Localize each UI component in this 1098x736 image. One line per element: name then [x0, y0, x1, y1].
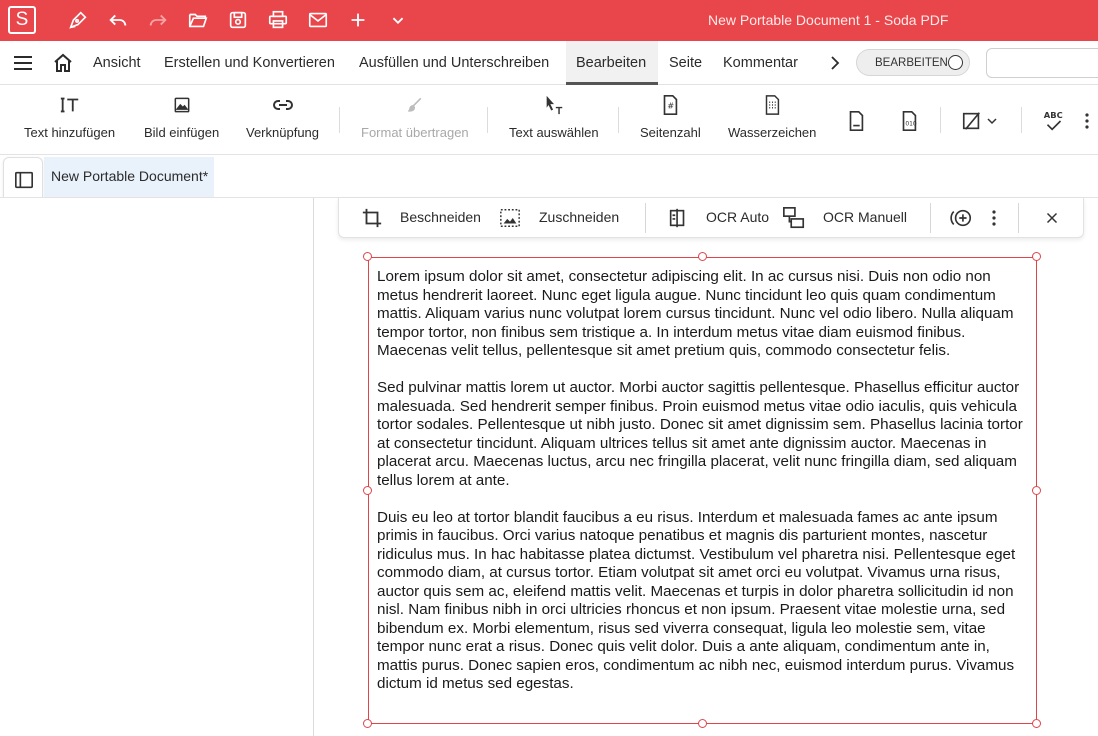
window-title: New Portable Document 1 - Soda PDF [708, 12, 949, 28]
left-panel [0, 198, 314, 736]
redact-icon[interactable] [958, 107, 986, 135]
toolbar-more-icon[interactable] [989, 208, 999, 228]
paragraph-3: Duis eu leo at tortor blandit faucibus a eu risus. Interdum et malesuada fames ac ante ipsum primis in faucibus. Orci varius natoque penatibus et magnis dis parturient montes, nascetur ridiculus mus. In hac habitasse platea dictumst. Vestibulum vel pharetra nisi. Pellentesque eget commodo diam, at cursus tortor. Etiam volutpat sit amet orci eu volutpat. Vivamus urna risus, auctor quis sem ac, eleifend mattis velit. Maecenas et turpis in dolor pharetra sollicitudin id non nisl. Nam finibus nibh in orci ultricies rhoncus et non ipsum. Praesent vitae molestie urna, sed bibendum ex. Morbi elementum, risus sed viverra consequat, ligula leo molestie sem, vitae tempor nunc erat a risus. Donec quis velit dolor. Duis a ante aliquam, condimentum ante in, mattis purus. Donec sapien eros, condimentum ac nibh nec, euismod interdum purus. Vivamus dictum id metus sed egestas. [377, 508, 1016, 692]
ocr-manual-icon[interactable] [781, 206, 807, 230]
select-text-label: Text auswählen [509, 125, 599, 140]
toolbar-separator [645, 203, 646, 233]
insert-image-label: Bild einfügen [144, 125, 220, 140]
panel-toggle-icon[interactable] [13, 169, 35, 191]
format-painter-button[interactable] [361, 93, 469, 140]
brush-icon [403, 93, 427, 117]
toolbar-separator [930, 203, 931, 233]
mail-icon[interactable] [306, 8, 330, 32]
paragraph-2: Sed pulvinar mattis lorem ut auctor. Morbi auctor sagittis pellentesque. Phasellus efficitur auctor malesuada. Sed hendrerit semper finibus. Proin euismod metus vitae odio iaculis, quis vehicula tortor sodales. Pellentesque ut nibh justo. Donec sit amet dignissim sem. Phasellus lacinia tortor at consectetur tincidunt. Aliquam ultrices tellus sit amet ante dignissim auctor. Maecenas in placerat arcu. Maecenas luctus, arcu nec fringilla placerat, velit nunc fringilla diam, sed aliquam tellus lorem at ante. [377, 379, 1023, 489]
bates-numbering-icon[interactable] [895, 107, 923, 135]
ocr-auto-button[interactable]: OCR Auto [706, 209, 770, 225]
home-icon[interactable] [52, 52, 74, 74]
document-tab-label: New Portable Document* [51, 168, 209, 184]
resize-handle-right[interactable] [1032, 486, 1041, 495]
chevron-right-icon[interactable] [826, 54, 844, 72]
link-icon [271, 93, 295, 117]
insert-image-button[interactable] [144, 93, 219, 140]
watermark-label: Wasserzeichen [728, 125, 817, 140]
menu-erstellen-konvertieren[interactable]: Erstellen und Konvertieren [164, 55, 335, 71]
resize-handle-left[interactable] [363, 486, 372, 495]
ribbon-separator [339, 107, 340, 133]
add-text-icon [58, 93, 82, 117]
redact-dropdown-icon[interactable] [986, 114, 998, 126]
plus-icon[interactable] [346, 8, 370, 32]
toolbar-separator [1018, 203, 1019, 233]
redo-icon[interactable] [146, 8, 170, 32]
title-bar [0, 0, 1098, 41]
toggle-knob [948, 55, 963, 70]
app-logo[interactable] [8, 6, 36, 34]
print-icon[interactable] [266, 8, 290, 32]
resize-handle-bottom-left[interactable] [363, 719, 372, 728]
document-text-content[interactable] [377, 268, 1032, 712]
pen-icon[interactable] [66, 8, 90, 32]
menu-seite[interactable]: Seite [669, 55, 703, 71]
svg-text:#: # [667, 100, 675, 111]
image-icon [170, 93, 194, 117]
document-tab[interactable] [44, 157, 214, 197]
image-edit-toolbar [338, 198, 1084, 238]
add-circle-icon[interactable] [949, 206, 975, 230]
resize-handle-top[interactable] [698, 252, 707, 261]
paragraph-1: Lorem ipsum dolor sit amet, consectetur adipiscing elit. In ac cursus nisi. Duis non odio non metus hendrerit laoreet. Nunc eget ligula augue. Nunc tincidunt leo quis quam condimentum mattis. Aliquam varius nunc volutpat lorem cursus tincidunt. Nunc vel odio libero. Nulla aliquam tempor tortor, non finibus sem tristique a. In interdum metus vitae diam euismod finibus. Maecenas velit tellus, pellentesque sit amet pretium quis, commodo consectetur felis. [377, 268, 1014, 359]
svg-text:010: 010 [905, 120, 917, 128]
edit-mode-label: BEARBEITEN [875, 56, 948, 69]
undo-icon[interactable] [106, 8, 130, 32]
crop-icon[interactable] [359, 206, 385, 230]
menu-bearbeiten[interactable]: Bearbeiten [576, 55, 647, 71]
close-icon[interactable] [1039, 206, 1065, 230]
header-footer-icon[interactable] [842, 107, 870, 135]
ribbon-toolbar [0, 85, 1098, 155]
resize-handle-bottom-right[interactable] [1032, 719, 1041, 728]
hamburger-menu-icon[interactable] [12, 53, 34, 73]
app-logo-letter: S [15, 9, 29, 30]
menu-kommentar[interactable]: Kommentar [723, 55, 798, 71]
format-painter-label: Format übertragen [361, 125, 469, 140]
chevron-down-icon[interactable] [386, 8, 410, 32]
menu-ansicht[interactable]: Ansicht [93, 55, 141, 71]
ocr-manual-button[interactable]: OCR Manuell [823, 209, 908, 225]
edit-mode-toggle[interactable] [856, 49, 970, 76]
page-number-button[interactable] [640, 93, 701, 140]
more-options-icon[interactable] [1082, 111, 1092, 131]
resize-handle-top-right[interactable] [1032, 252, 1041, 261]
menu-bar [0, 41, 1098, 85]
link-label: Verknüpfung [246, 125, 320, 140]
page-number-icon [658, 93, 682, 117]
svg-text:ABC: ABC [1043, 110, 1063, 121]
crop-button[interactable]: Beschneiden [400, 209, 481, 225]
ribbon-separator [940, 107, 941, 133]
watermark-icon [760, 93, 784, 117]
watermark-button[interactable] [728, 93, 816, 140]
clip-icon[interactable] [497, 206, 523, 230]
ribbon-separator [1021, 107, 1022, 133]
resize-handle-top-left[interactable] [363, 252, 372, 261]
spellcheck-icon[interactable] [1040, 107, 1068, 135]
link-button[interactable] [246, 93, 319, 140]
select-text-button[interactable] [509, 93, 599, 140]
cursor-text-icon [542, 93, 566, 117]
ribbon-separator [487, 107, 488, 133]
clip-button[interactable]: Zuschneiden [539, 209, 620, 225]
resize-handle-bottom[interactable] [698, 719, 707, 728]
open-folder-icon[interactable] [186, 8, 210, 32]
save-icon[interactable] [226, 8, 250, 32]
add-text-label: Text hinzufügen [24, 125, 116, 140]
menu-ausfuellen-unterschreiben[interactable]: Ausfüllen und Unterschreiben [359, 55, 550, 71]
add-text-button[interactable] [24, 93, 115, 140]
ribbon-separator [618, 107, 619, 133]
page-number-label: Seitenzahl [640, 125, 701, 140]
search-input[interactable] [986, 48, 1098, 78]
ocr-auto-icon[interactable] [665, 206, 691, 230]
